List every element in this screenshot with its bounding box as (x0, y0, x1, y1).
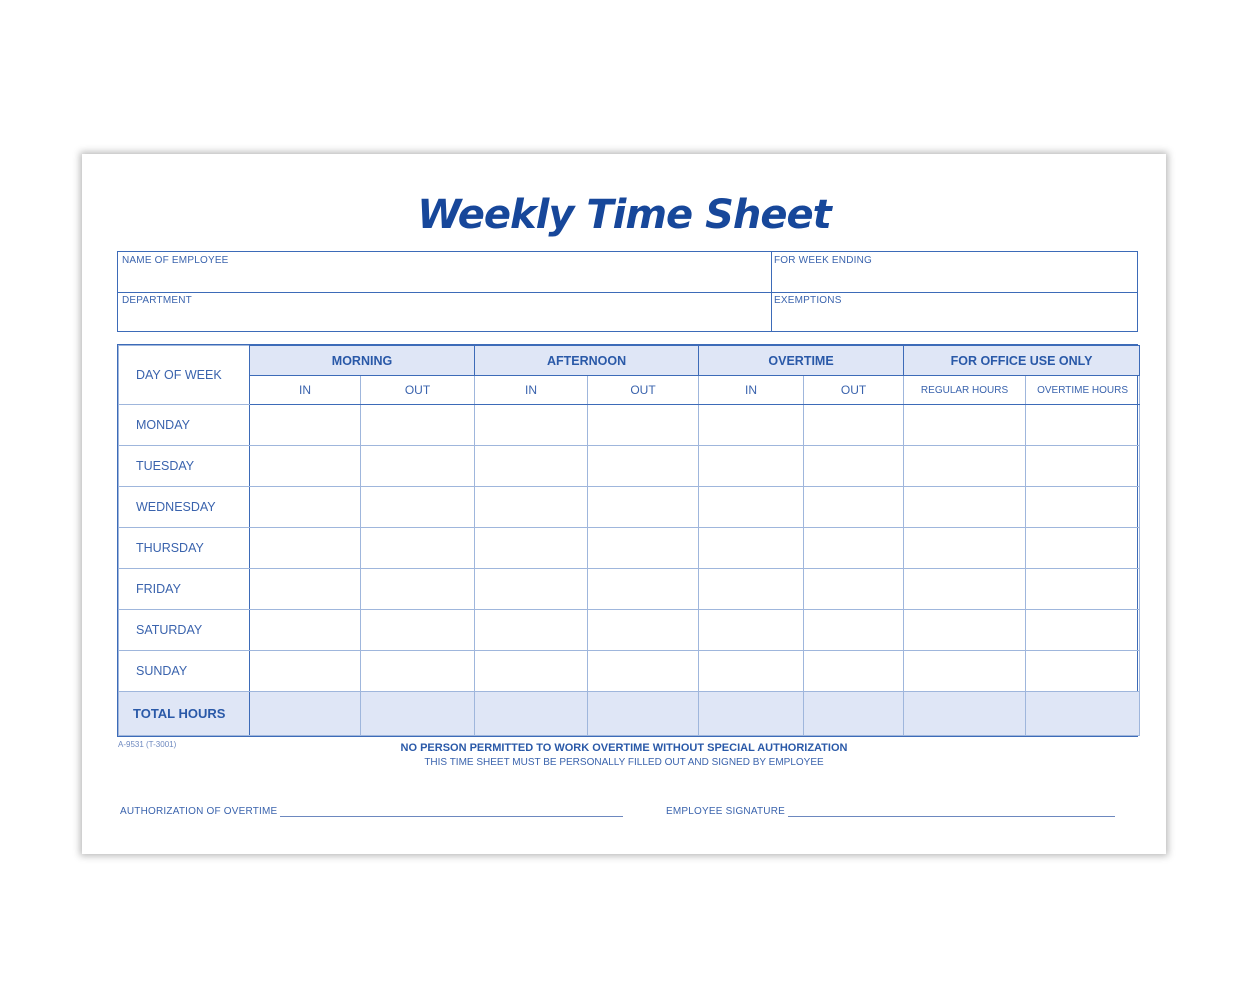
time-entry-cell[interactable] (475, 528, 588, 569)
time-entry-cell[interactable] (250, 487, 361, 528)
time-entry-cell[interactable] (804, 446, 904, 487)
day-label: SATURDAY (119, 610, 250, 651)
day-label: MONDAY (119, 405, 250, 446)
total-cell[interactable] (250, 692, 361, 736)
time-entry-cell[interactable] (361, 651, 475, 692)
exemptions-field[interactable]: EXEMPTIONS (774, 295, 842, 306)
overtime-authorization-label: AUTHORIZATION OF OVERTIME (120, 806, 278, 817)
time-entry-cell[interactable] (475, 405, 588, 446)
time-entry-cell[interactable] (804, 528, 904, 569)
time-entry-cell[interactable] (475, 569, 588, 610)
day-label: SUNDAY (119, 651, 250, 692)
total-cell[interactable] (588, 692, 699, 736)
employee-name-field[interactable]: NAME OF EMPLOYEE (122, 255, 229, 266)
hours-grid (117, 344, 1138, 737)
time-entry-cell[interactable] (904, 651, 1026, 692)
day-row (119, 651, 1140, 692)
time-entry-cell[interactable] (804, 651, 904, 692)
time-entry-cell[interactable] (1026, 528, 1140, 569)
time-entry-cell[interactable] (475, 446, 588, 487)
time-sheet-form (82, 154, 1166, 854)
time-entry-cell[interactable] (699, 487, 804, 528)
info-divider-horizontal (118, 292, 1137, 293)
overtime-authorization-line (120, 806, 623, 817)
office-use-header: FOR OFFICE USE ONLY (904, 346, 1140, 376)
afternoon-in-header: IN (475, 376, 588, 405)
overtime-hours-header: OVERTIME HOURS (1026, 376, 1140, 405)
employee-signature-field[interactable] (788, 806, 1115, 817)
day-of-week-header: DAY OF WEEK (119, 346, 250, 405)
time-entry-cell[interactable] (361, 446, 475, 487)
time-entry-cell[interactable] (804, 487, 904, 528)
time-entry-cell[interactable] (699, 651, 804, 692)
employee-signature-line (666, 806, 1115, 817)
time-entry-cell[interactable] (699, 446, 804, 487)
total-hours-label: TOTAL HOURS (119, 692, 250, 736)
time-entry-cell[interactable] (250, 405, 361, 446)
time-entry-cell[interactable] (699, 405, 804, 446)
time-entry-cell[interactable] (361, 569, 475, 610)
time-entry-cell[interactable] (588, 487, 699, 528)
time-entry-cell[interactable] (588, 528, 699, 569)
time-entry-cell[interactable] (250, 610, 361, 651)
time-entry-cell[interactable] (361, 610, 475, 651)
overtime-header: OVERTIME (699, 346, 904, 376)
time-entry-cell[interactable] (361, 528, 475, 569)
time-entry-cell[interactable] (588, 446, 699, 487)
time-entry-cell[interactable] (475, 651, 588, 692)
week-ending-field[interactable]: FOR WEEK ENDING (774, 255, 873, 266)
time-entry-cell[interactable] (588, 569, 699, 610)
time-entry-cell[interactable] (804, 569, 904, 610)
afternoon-out-header: OUT (588, 376, 699, 405)
form-title: Weekly Time Sheet (417, 192, 831, 238)
overtime-notice: NO PERSON PERMITTED TO WORK OVERTIME WITHOUT SPECIAL AUTHORIZATION (400, 742, 848, 754)
regular-hours-header: REGULAR HOURS (904, 376, 1026, 405)
time-entry-cell[interactable] (804, 405, 904, 446)
info-divider-vertical (771, 252, 772, 331)
time-entry-cell[interactable] (588, 651, 699, 692)
time-entry-cell[interactable] (250, 446, 361, 487)
total-cell[interactable] (804, 692, 904, 736)
time-entry-cell[interactable] (250, 569, 361, 610)
day-row (119, 528, 1140, 569)
time-entry-cell[interactable] (1026, 569, 1140, 610)
time-entry-cell[interactable] (475, 487, 588, 528)
day-label: WEDNESDAY (119, 487, 250, 528)
time-entry-cell[interactable] (804, 610, 904, 651)
time-entry-cell[interactable] (699, 610, 804, 651)
total-cell[interactable] (904, 692, 1026, 736)
signature-notice: THIS TIME SHEET MUST BE PERSONALLY FILLED OUT AND SIGNED BY EMPLOYEE (424, 757, 824, 768)
total-cell[interactable] (1026, 692, 1140, 736)
time-entry-cell[interactable] (361, 487, 475, 528)
overtime-in-header: IN (699, 376, 804, 405)
morning-header: MORNING (250, 346, 475, 376)
time-entry-cell[interactable] (904, 569, 1026, 610)
time-entry-cell[interactable] (699, 528, 804, 569)
form-number: A-9531 (T-3001) (118, 740, 177, 749)
time-entry-cell[interactable] (588, 405, 699, 446)
employee-signature-label: EMPLOYEE SIGNATURE (666, 806, 785, 817)
time-entry-cell[interactable] (904, 487, 1026, 528)
time-entry-cell[interactable] (904, 446, 1026, 487)
time-entry-cell[interactable] (588, 610, 699, 651)
overtime-authorization-field[interactable] (280, 806, 623, 817)
day-row (119, 487, 1140, 528)
time-entry-cell[interactable] (904, 610, 1026, 651)
morning-in-header: IN (250, 376, 361, 405)
day-row (119, 610, 1140, 651)
time-entry-cell[interactable] (1026, 405, 1140, 446)
afternoon-header: AFTERNOON (475, 346, 699, 376)
department-field[interactable]: DEPARTMENT (122, 295, 192, 306)
day-label: FRIDAY (119, 569, 250, 610)
total-hours-row (119, 692, 1140, 736)
total-cell[interactable] (475, 692, 588, 736)
time-entry-cell[interactable] (904, 405, 1026, 446)
time-entry-cell[interactable] (699, 569, 804, 610)
total-cell[interactable] (361, 692, 475, 736)
day-row (119, 405, 1140, 446)
day-row (119, 569, 1140, 610)
time-entry-cell[interactable] (250, 528, 361, 569)
time-entry-cell[interactable] (475, 610, 588, 651)
time-entry-cell[interactable] (250, 651, 361, 692)
employee-info-box (117, 251, 1138, 332)
day-label: TUESDAY (119, 446, 250, 487)
time-entry-cell[interactable] (1026, 487, 1140, 528)
day-row (119, 446, 1140, 487)
overtime-out-header: OUT (804, 376, 904, 405)
time-entry-cell[interactable] (1026, 651, 1140, 692)
morning-out-header: OUT (361, 376, 475, 405)
day-label: THURSDAY (119, 528, 250, 569)
total-cell[interactable] (699, 692, 804, 736)
time-entry-cell[interactable] (904, 528, 1026, 569)
time-entry-cell[interactable] (1026, 446, 1140, 487)
time-entry-cell[interactable] (1026, 610, 1140, 651)
time-entry-cell[interactable] (361, 405, 475, 446)
